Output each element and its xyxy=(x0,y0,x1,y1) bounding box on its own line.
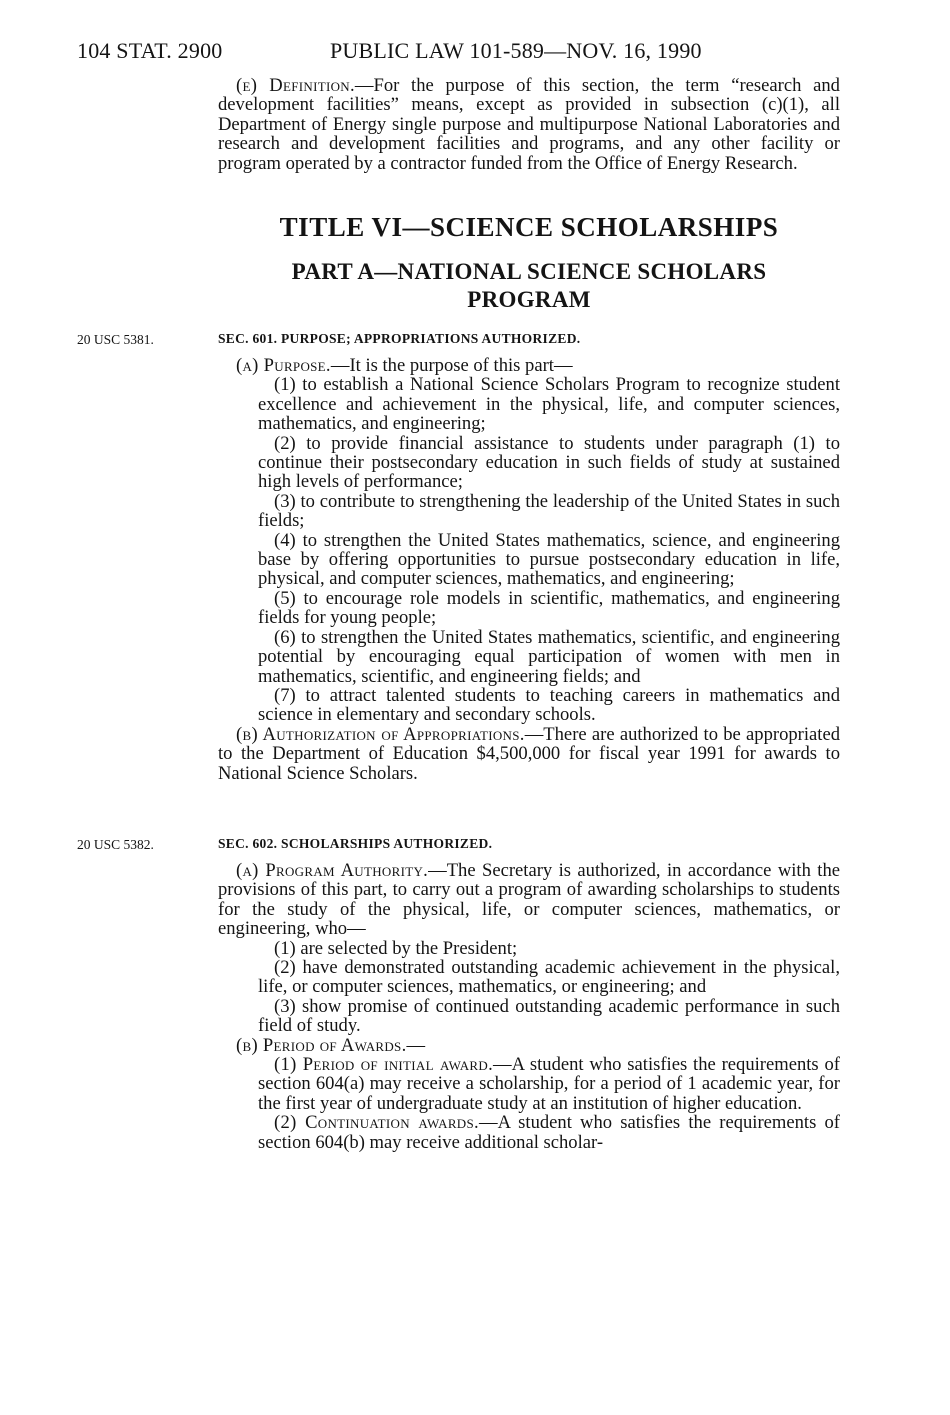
continuation-awards-text: —A student who satisfies the requirements of section 604(b) may receive additional scholar- xyxy=(258,1112,840,1153)
section-602 xyxy=(218,836,840,1152)
page-header xyxy=(77,38,857,68)
purpose-item: (5) to encourage role models in scientific, mathematics, and engineering fields for young people; xyxy=(258,587,840,629)
purpose-item: (4) to strengthen the United States mathematics, science, and engineering base by offering opportunities to pursue postsecondary education in life, physical, and computer sciences, mathematics, and engineering; xyxy=(258,529,840,590)
initial-award-text: —A student who satisfies the requirements of section 604(a) may receive a scholarship, for a period of 1 academic year, for the first year of undergraduate study at an institution of higher education. xyxy=(258,1054,840,1114)
stat-page-number: 104 STAT. 2900 xyxy=(77,38,223,63)
definition-text: —For the purpose of this section, the term “research and development facilities” means, except as provided in subsection (c)(1), all Department of Energy single purpose and multipurpose National Laboratories and research and development facilities and programs, and any other facility or program operated by a contractor funded from the Office of Energy Research. xyxy=(218,75,840,174)
program-authority-label: (a) Program Authority. xyxy=(236,860,429,881)
usc-citation-5381: 20 USC 5381. xyxy=(77,332,154,347)
authority-item: (2) have demonstrated outstanding academic achievement in the physical, life, or computer sciences, mathematics, or engineering; and xyxy=(258,957,840,998)
public-law-reference: PUBLIC LAW 101-589—NOV. 16, 1990 xyxy=(330,38,702,63)
purpose-item: (3) to contribute to strengthening the leadership of the United States in such fields; xyxy=(258,490,840,532)
part-heading-line1: PART A—NATIONAL SCIENCE SCHOLARS xyxy=(291,259,767,284)
purpose-label: (a) Purpose. xyxy=(236,355,331,376)
authority-item: (1) are selected by the President; xyxy=(274,937,518,959)
section-601 xyxy=(218,331,840,783)
authority-item: (3) show promise of continued outstanding academic performance in such field of study. xyxy=(258,995,840,1037)
period-of-awards-text: — xyxy=(406,1034,426,1056)
part-heading xyxy=(218,258,840,314)
purpose-item: (6) to strengthen the United States mathematics, scientific, and engineering potential by encouraging equal participation of women with men in mathematics, scientific, and engineering fields; and xyxy=(258,626,840,687)
usc-citation-5382: 20 USC 5382. xyxy=(77,837,154,852)
purpose-text: —It is the purpose of this part— xyxy=(330,355,573,376)
section-602-heading: SEC. 602. SCHOLARSHIPS AUTHORIZED. xyxy=(218,836,493,851)
purpose-item: (7) to attract talented students to teaching careers in mathematics and science in elementary and secondary schools. xyxy=(258,684,840,726)
appropriations-label: (b) Authorization of Appropriations. xyxy=(236,723,525,745)
title-heading: TITLE VI—SCIENCE SCHOLARSHIPS xyxy=(279,212,779,242)
initial-award-label: (1) Period of initial award. xyxy=(274,1054,494,1076)
continuation-awards-label: (2) Continuation awards. xyxy=(274,1112,479,1134)
definition-label: (e) Definition. xyxy=(236,75,355,96)
purpose-item: (2) to provide financial assistance to students under paragraph (1) to continue their postsecondary education in such fields of study at sustained high levels of performance; xyxy=(258,432,840,493)
purpose-item: (1) to establish a National Science Scholars Program to recognize student excellence and achievement in the physical, life, and computer sciences, mathematics, and engineering; xyxy=(258,374,840,435)
section-601-heading: SEC. 601. PURPOSE; APPROPRIATIONS AUTHORIZED. xyxy=(218,331,581,346)
part-heading-line2: PROGRAM xyxy=(467,287,591,312)
program-authority-text: —The Secretary is authorized, in accordance with the provisions of this part, to carry out a program of awarding scholarships to students for the study of the physical, life, or computer sciences, mathematics, or engineering, who— xyxy=(218,860,841,940)
definition-paragraph xyxy=(218,76,840,173)
period-of-awards-label: (b) Period of Awards. xyxy=(236,1034,407,1056)
appropriations-text: —There are authorized to be appropriated to the Department of Education $4,500,000 for fiscal year 1991 for awards to National Science Scholars. xyxy=(218,723,841,784)
